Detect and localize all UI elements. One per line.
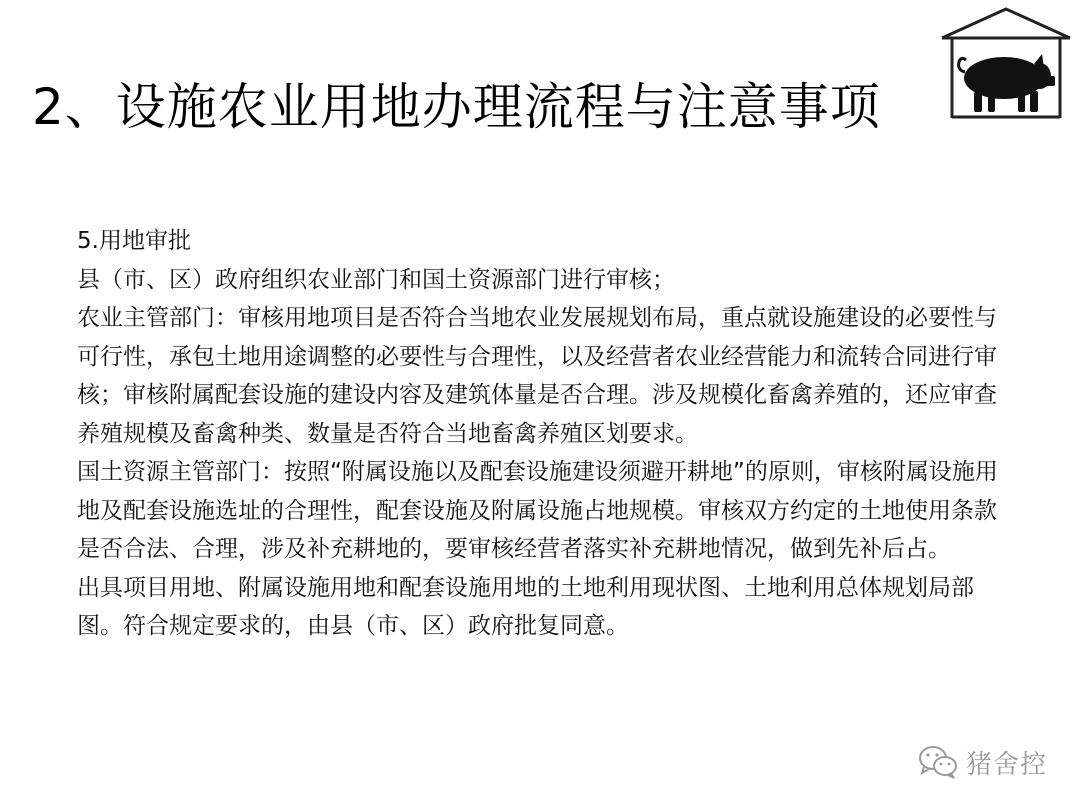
paragraph-agriculture-dept: 农业主管部门：审核用地项目是否符合当地农业发展规划布局，重点就设施建设的必要性与可行性，承包土地用途调整的必要性与合理性，以及经营者农业经营能力和流转合同进行审核；审核附属配套设施的建设内容及建筑体量是否合理。涉及规模化畜禽养殖的，还应审查养殖规模及畜禽种类、数量是否符合当地畜禽养殖区划要求。 [77,305,997,447]
slide-title: 2、设施农业用地办理流程与注意事项 [32,78,881,136]
watermark [918,742,1047,782]
section-heading: 5.用地审批 [77,228,191,254]
content-body [77,222,1002,646]
wechat-icon [918,745,958,779]
paragraph-county-review: 县（市、区）政府组织农业部门和国土资源部门进行审核； [77,266,675,293]
paragraph-land-resources-dept: 国土资源主管部门：按照“附属设施以及配套设施建设须避开耕地”的原则，审核附属设施用地及配套设施选址的合理性，配套设施及附属设施占地规模。审核双方约定的土地使用条款是否合法、合理，涉及补充耕地的，要审核经营者落实补充耕地情况，做到先补后占。 [77,459,998,562]
pig-house-icon [938,6,1074,120]
watermark-label: 猪舍控 [966,749,1048,780]
paragraph-issue-maps: 出具项目用地、附属设施用地和配套设施用地的土地利用现状图、土地利用总体规划局部图。符合规定要求的，由县（市、区）政府批复同意。 [77,574,974,639]
